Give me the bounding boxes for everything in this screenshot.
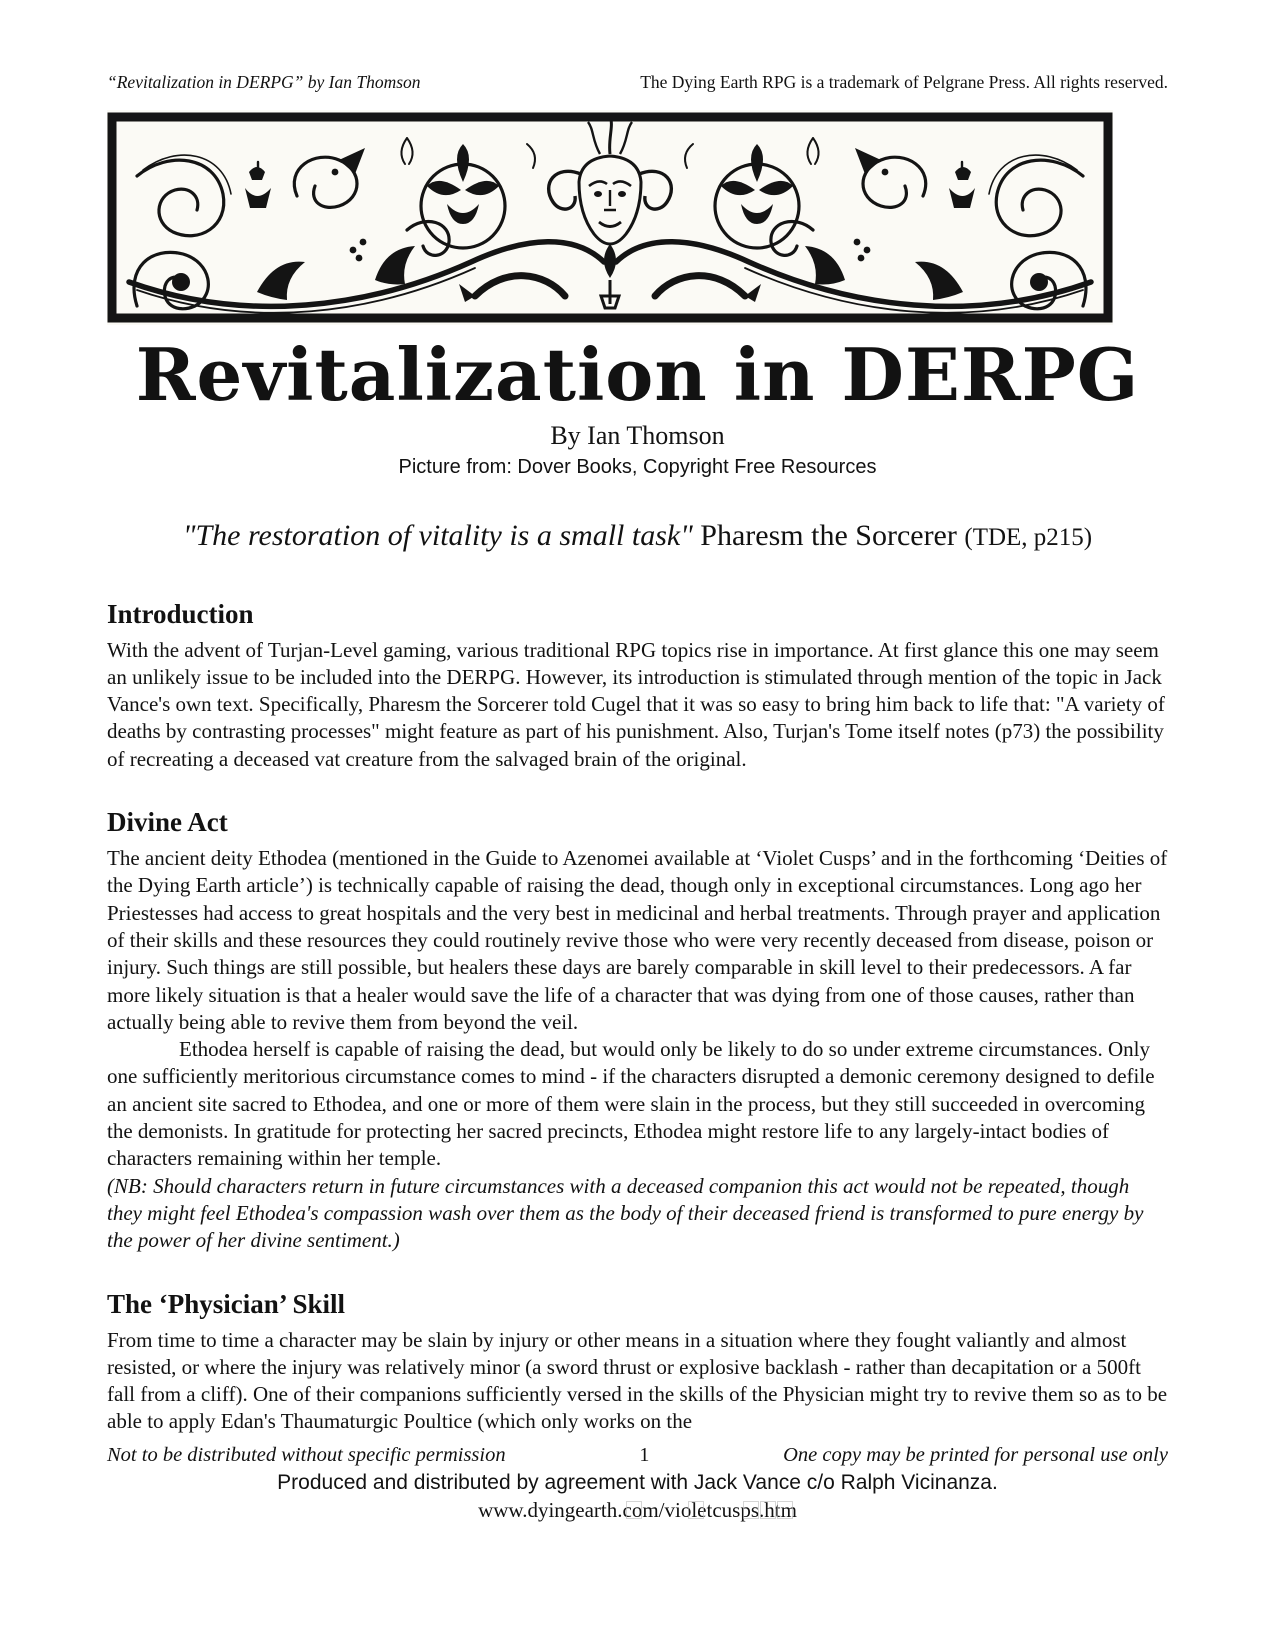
paragraph: With the advent of Turjan-Level gaming, various traditional RPG topics rise in importance. At first glance this one may seem an unlikely issue to be included into the DERPG. However, its introduction is stimulated through mention of the topic in Jack Vance's own text. Specifically, Pharesm the Sorcerer told Cugel that it was so easy to bring him back to life that: "A variety of deaths by contrasting processes" might feature as part of his punishment. Also, Turjan's Tome itself notes (p73) the possibility of recreating a deceased vat creature from the salvaged brain of the original. (107, 637, 1165, 771)
missing-glyph-artifact (688, 1501, 704, 1519)
section-heading-physician-skill: The ‘Physician’ Skill (107, 1288, 346, 1319)
quote-reference: (TDE, p215) (964, 523, 1093, 551)
section-physician-skill (107, 1289, 1168, 1436)
footer-permissions-row (107, 1444, 1168, 1467)
paragraph-nb-note: (NB: Should characters return in future circumstances with a deceased companion this act would not be repeated, though they might feel Ethodea's compassion wash over them as the body of their deceased friend is transformed to pure energy by the power of her divine sentiment.) (107, 1173, 1144, 1253)
missing-glyph-artifact (760, 1501, 776, 1519)
article-body (107, 599, 1168, 1436)
footer-website-url (107, 1498, 1168, 1523)
missing-glyph-artifact (777, 1501, 793, 1519)
byline: By Ian Thomson (550, 420, 725, 450)
paragraph: From time to time a character may be slain by injury or other means in a situation where they fought valiantly and almost resisted, or where the injury was relatively minor (a sword thrust or explosive backlash - rather than decapitation or a 500ft fall from a cliff). One of their companions sufficiently versed in the skills of the Physician might try to revive them so as to be able to apply Edan's Thaumaturgic Poultice (which only works on the (107, 1327, 1168, 1434)
page-title: Revitalization in DERPG (135, 332, 1140, 417)
section-divine-act (107, 807, 1168, 1254)
page-number: 1 (639, 1444, 650, 1466)
paragraph: Ethodea herself is capable of raising the dead, but would only be likely to do so under extreme circumstances. Only one sufficiently meritorious circumstance comes to mind - if the characters disrupted a demonic ceremony designed to defile an ancient site sacred to Ethodea, and one or more of them were slain in the process, but they still succeeded in overcoming the demonists. In gratitude for protecting her sacred precincts, Ethodea might restore life to any largely-intact bodies of characters remaining within her temple. (107, 1037, 1155, 1171)
page-footer (107, 1444, 1168, 1523)
section-heading-introduction: Introduction (107, 598, 254, 629)
quote-text: "The restoration of vitality is a small task" (182, 518, 693, 552)
footer-distribution-notice: Not to be distributed without specific permission (107, 1444, 506, 1466)
document-page (107, 0, 1168, 1470)
website-url-text: www.dyingearth.com/violetcusps.htm (478, 1498, 797, 1522)
missing-glyph-artifact (626, 1501, 642, 1519)
footer-copy-notice: One copy may be printed for personal use only (783, 1444, 1168, 1466)
ornamental-banner-image (107, 110, 1113, 325)
paragraph: The ancient deity Ethodea (mentioned in the Guide to Azenomei available at ‘Violet Cusps’ and in the forthcoming ‘Deities of the Dying Earth article’) is technically capable of raising the dead, though only in exceptional circumstances. Long ago her Priestesses had access to great hospitals and the very best in medicinal and herbal treatments. Through prayer and application of their skills and these resources they could routinely revive those who were very recently deceased from disease, poison or injury. Such things are still possible, but healers these days are barely comparable in skill level to their predecessors. A far more likely situation is that a healer would save the life of a character that was dying from one of those causes, rather than actually being able to revive them from beyond the veil. (107, 846, 1168, 1034)
footer-agreement-line: Produced and distributed by agreement with Jack Vance c/o Ralph Vicinanza. (277, 1471, 998, 1494)
header-trademark-notice: The Dying Earth RPG is a trademark of Pelgrane Press. All rights reserved. (640, 72, 1168, 92)
epigraph-quote (107, 519, 1168, 553)
picture-credit: Picture from: Dover Books, Copyright Free Resources (398, 455, 877, 478)
section-introduction (107, 599, 1168, 773)
quote-attribution: Pharesm the Sorcerer (692, 518, 965, 552)
missing-glyph-artifact (743, 1501, 759, 1519)
page-header (107, 72, 1168, 93)
header-article-credit: “Revitalization in DERPG” by Ian Thomson (107, 72, 421, 92)
section-heading-divine-act: Divine Act (107, 807, 228, 838)
